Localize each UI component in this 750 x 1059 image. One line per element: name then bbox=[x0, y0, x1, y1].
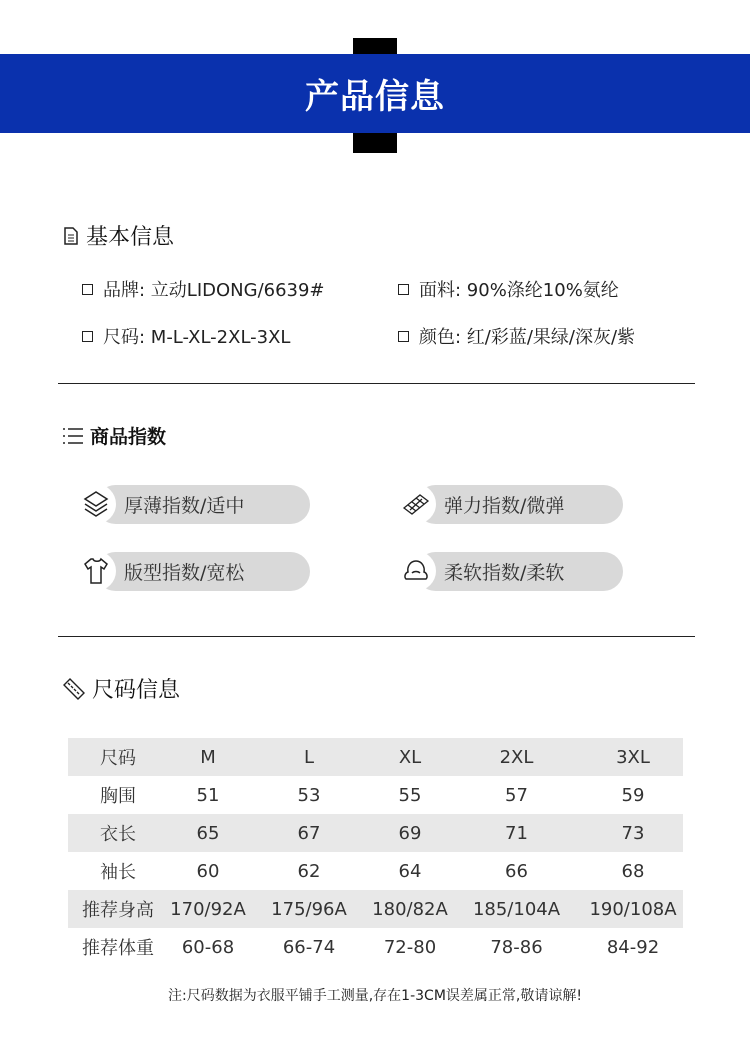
size-note: 注:尺码数据为衣服平铺手工测量,存在1-3CM误差属正常,敬请谅解! bbox=[168, 988, 582, 1004]
table-cell: 推荐体重 bbox=[82, 938, 154, 959]
size-heading bbox=[62, 673, 180, 704]
table-cell: 51 bbox=[196, 784, 220, 806]
index-heading bbox=[62, 422, 166, 449]
ruler-icon bbox=[62, 677, 86, 701]
table-cell: 推荐身高 bbox=[68, 890, 168, 928]
index-softness bbox=[396, 551, 623, 591]
table-cell: 衣长 bbox=[68, 814, 168, 852]
info-size bbox=[82, 323, 290, 349]
page-title: 产品信息 bbox=[305, 77, 445, 117]
table-cell: L bbox=[248, 738, 370, 776]
table-cell: 64 bbox=[398, 860, 422, 882]
table-cell: 60-68 bbox=[181, 936, 235, 958]
info-brand bbox=[82, 276, 325, 302]
table-row bbox=[68, 928, 683, 966]
table-cell: 180/82A bbox=[370, 890, 450, 928]
header-banner bbox=[0, 54, 750, 133]
table-cell: 66-74 bbox=[282, 936, 336, 958]
table-cell: 57 bbox=[505, 784, 528, 806]
info-text: 品牌: 立动LIDONG/6639# bbox=[103, 280, 325, 301]
table-cell: 190/108A bbox=[583, 890, 683, 928]
index-fit bbox=[76, 551, 310, 591]
table-cell: 84-92 bbox=[606, 936, 660, 958]
bullet-square-icon bbox=[82, 284, 93, 295]
fabric-stretch-icon bbox=[396, 484, 436, 524]
tshirt-icon bbox=[76, 551, 116, 591]
divider bbox=[58, 636, 695, 637]
table-cell: 78-86 bbox=[490, 936, 543, 958]
table-cell: 65 bbox=[168, 814, 248, 852]
section-title: 基本信息 bbox=[86, 225, 175, 250]
index-elasticity bbox=[396, 484, 623, 524]
table-cell: 71 bbox=[450, 814, 583, 852]
list-icon bbox=[62, 426, 84, 446]
table-cell: 胸围 bbox=[100, 786, 136, 807]
table-cell: 60 bbox=[196, 860, 220, 882]
layers-icon bbox=[76, 484, 116, 524]
document-icon bbox=[62, 226, 80, 246]
table-cell: 3XL bbox=[583, 738, 683, 776]
pill-label: 弹力指数/微弹 bbox=[444, 494, 565, 517]
table-cell: 73 bbox=[583, 814, 683, 852]
info-color bbox=[398, 323, 635, 349]
table-cell: 尺码 bbox=[68, 738, 168, 776]
soft-cloud-icon bbox=[396, 551, 436, 591]
info-text: 尺码: M-L-XL-2XL-3XL bbox=[103, 327, 291, 348]
table-cell: 185/104A bbox=[450, 890, 583, 928]
pill-label: 版型指数/宽松 bbox=[124, 561, 245, 584]
info-text: 颜色: 红/彩蓝/果绿/深灰/紫 bbox=[419, 327, 636, 348]
bullet-square-icon bbox=[398, 331, 409, 342]
table-cell: 170/92A bbox=[168, 890, 248, 928]
table-cell: M bbox=[168, 738, 248, 776]
table-cell: 62 bbox=[297, 860, 321, 882]
pill-label: 柔软指数/柔软 bbox=[444, 561, 565, 584]
table-cell: 59 bbox=[621, 784, 645, 806]
info-fabric bbox=[398, 276, 619, 302]
basic-info-heading bbox=[62, 220, 174, 251]
index-thickness bbox=[76, 484, 310, 524]
table-row bbox=[68, 814, 683, 852]
section-title: 尺码信息 bbox=[92, 678, 181, 703]
divider bbox=[58, 383, 695, 384]
table-cell: 53 bbox=[297, 784, 321, 806]
table-cell: 68 bbox=[621, 860, 645, 882]
table-row bbox=[68, 890, 683, 928]
table-cell: 66 bbox=[505, 860, 528, 882]
pill-label: 厚薄指数/适中 bbox=[124, 494, 245, 517]
table-cell: 2XL bbox=[450, 738, 583, 776]
bullet-square-icon bbox=[82, 331, 93, 342]
table-row bbox=[68, 852, 683, 890]
table-header-row bbox=[68, 738, 683, 776]
section-title: 商品指数 bbox=[90, 426, 167, 448]
table-cell: 72-80 bbox=[383, 936, 437, 958]
size-table bbox=[68, 738, 683, 966]
bullet-square-icon bbox=[398, 284, 409, 295]
table-cell: XL bbox=[370, 738, 450, 776]
table-cell: 袖长 bbox=[100, 862, 136, 883]
info-text: 面料: 90%涤纶10%氨纶 bbox=[419, 280, 619, 301]
table-cell: 55 bbox=[398, 784, 422, 806]
table-cell: 175/96A bbox=[248, 890, 370, 928]
table-cell: 67 bbox=[248, 814, 370, 852]
table-row bbox=[68, 776, 683, 814]
table-cell: 69 bbox=[370, 814, 450, 852]
